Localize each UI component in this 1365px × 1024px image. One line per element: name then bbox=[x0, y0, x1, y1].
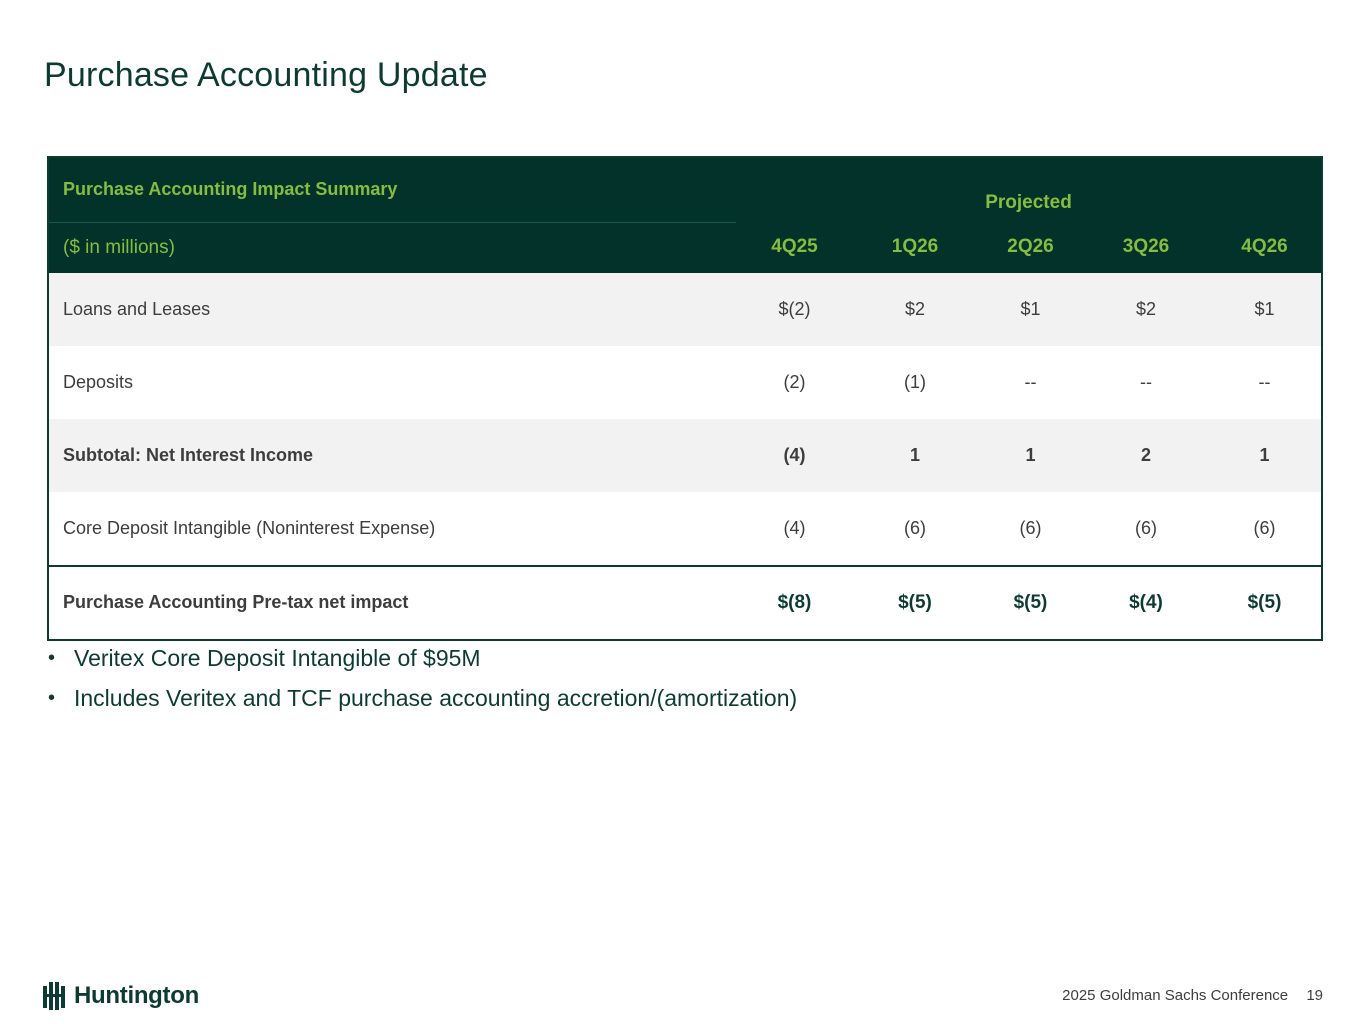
bullet-text: Veritex Core Deposit Intangible of $95M bbox=[74, 645, 481, 671]
bullet-item bbox=[48, 682, 797, 722]
table-cell: 1 bbox=[1208, 419, 1321, 492]
table-cell: -- bbox=[1024, 371, 1037, 392]
row-label: Loans and Leases bbox=[49, 273, 736, 346]
bullet-icon: • bbox=[48, 687, 56, 709]
table-cell: -- bbox=[1140, 371, 1152, 392]
table-cell: (1) bbox=[904, 371, 926, 392]
total-cell: $(5) bbox=[977, 566, 1084, 639]
table-header-title: Purchase Accounting Impact Summary bbox=[49, 158, 736, 222]
column-header: 1Q26 bbox=[853, 222, 977, 273]
column-header: 3Q26 bbox=[1084, 222, 1208, 273]
huntington-logo bbox=[42, 980, 199, 1012]
table-row bbox=[49, 492, 1321, 566]
table-cell: $1 bbox=[977, 273, 1084, 346]
impact-summary-table bbox=[47, 156, 1323, 641]
table-cell: (2) bbox=[783, 371, 806, 392]
table-cell: $2 bbox=[1084, 273, 1208, 346]
bullet-icon: • bbox=[48, 647, 56, 669]
footer bbox=[1062, 987, 1323, 1004]
row-label: Core Deposit Intangible (Noninterest Expense) bbox=[63, 517, 436, 538]
table-cell: 1 bbox=[977, 419, 1084, 492]
row-label: Deposits bbox=[63, 371, 134, 392]
bullet-item bbox=[48, 642, 797, 682]
table-cell: (6) bbox=[904, 517, 926, 538]
page-number: 19 bbox=[1306, 987, 1323, 1004]
table-cell: (4) bbox=[736, 419, 853, 492]
subtotal-row bbox=[49, 419, 1321, 492]
table-cell: (6) bbox=[1019, 517, 1042, 538]
column-header: 4Q26 bbox=[1208, 222, 1321, 273]
column-header: 4Q25 bbox=[736, 222, 853, 273]
total-cell: $(5) bbox=[1208, 566, 1321, 639]
table-cell: (6) bbox=[1253, 517, 1276, 538]
table-cell: 2 bbox=[1084, 419, 1208, 492]
page-title: Purchase Accounting Update bbox=[44, 56, 488, 94]
table-cell: $(2) bbox=[736, 273, 853, 346]
total-row bbox=[49, 566, 1321, 639]
table-cell: 1 bbox=[853, 419, 977, 492]
table-cell: -- bbox=[1258, 371, 1271, 392]
units-label: ($ in millions) bbox=[49, 222, 736, 273]
logo-mark-icon bbox=[42, 980, 68, 1012]
table-cell: $1 bbox=[1208, 273, 1321, 346]
total-label: Purchase Accounting Pre-tax net impact bbox=[49, 566, 736, 639]
total-cell: $(8) bbox=[736, 566, 853, 639]
table-row bbox=[49, 273, 1321, 346]
table-cell: $2 bbox=[853, 273, 977, 346]
bullet-list bbox=[48, 642, 797, 722]
column-header: 2Q26 bbox=[977, 222, 1084, 273]
bullet-text: Includes Veritex and TCF purchase accounting accretion/(amortization) bbox=[74, 685, 798, 711]
logo-text: Huntington bbox=[74, 982, 199, 1009]
projected-header: Projected bbox=[736, 158, 1321, 222]
table-cell: (4) bbox=[783, 517, 806, 538]
row-label: Subtotal: Net Interest Income bbox=[49, 419, 736, 492]
table-cell: (6) bbox=[1135, 517, 1157, 538]
conference-label: 2025 Goldman Sachs Conference bbox=[1062, 987, 1289, 1004]
table-row bbox=[49, 346, 1321, 419]
total-cell: $(5) bbox=[853, 566, 977, 639]
total-cell: $(4) bbox=[1084, 566, 1208, 639]
